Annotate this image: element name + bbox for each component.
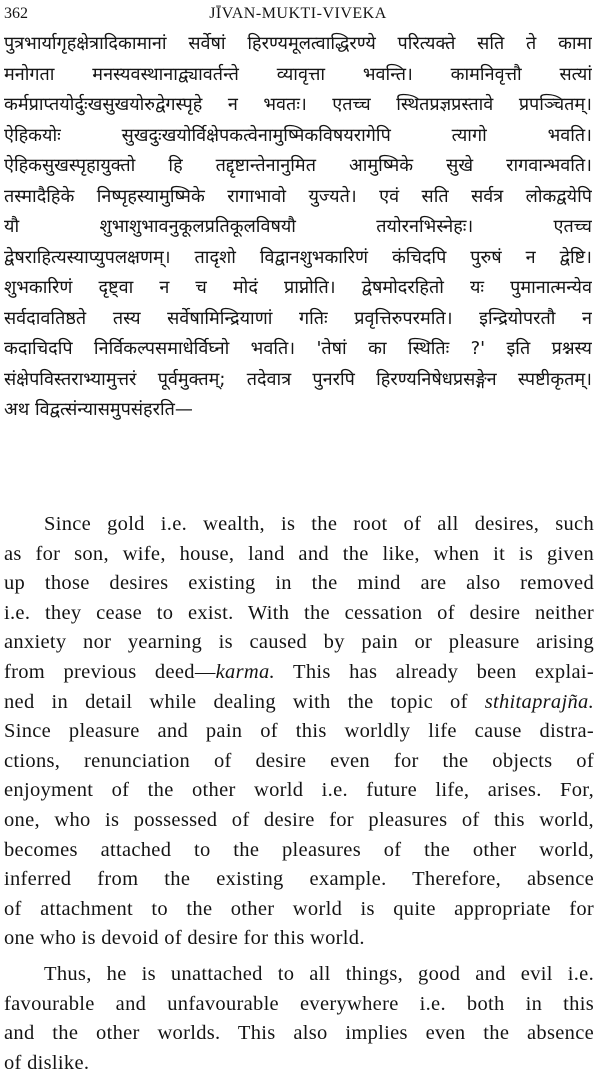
paragraph-line: favourable and unfavourable everywhere i.e. both in this <box>4 992 594 1015</box>
sanskrit-line: सर्वदावतिष्ठते तस्य सर्वेषामिन्द्रियाणां गतिः प्रवृत्तिरुपरमति। इन्द्रियोपरतौ न <box>4 307 592 329</box>
sanskrit-line: कदाचिदपि निर्विकल्पसमाधेर्विघ्नो भवति। 'तेषां का स्थितिः ?' इति प्रश्नस्य <box>4 338 592 359</box>
line-segment: This has already been explai- <box>274 660 594 683</box>
sanskrit-passage <box>4 29 592 426</box>
translation-paragraph-1 <box>4 510 594 954</box>
paragraph-line: one, who is possessed of desire for pleasures of this world, <box>4 808 594 831</box>
paragraph-line: Since pleasure and pain of this worldly life cause distra- <box>4 720 594 743</box>
running-title: JĪVAN-MUKTI-VIVEKA <box>209 5 387 22</box>
sanskrit-line: मनोगता मनस्यवस्थानाद्व्यावर्तन्ते व्यावृत्ता भवन्ति। कामनिवृत्तौ सत्यां <box>4 63 592 85</box>
sanskrit-line: तस्मादैहिके निष्पृहस्यामुष्मिके रागाभावो युज्यते। एवं सति सर्वत्र लोकद्वयेपि <box>4 185 592 207</box>
paragraph-line: Since gold i.e. wealth, is the root of all desires, such <box>44 513 594 535</box>
italic-term: sthitaprajña. <box>484 690 594 713</box>
paragraph-line: of attachment to the other world is quite appropriate for <box>4 897 594 920</box>
paragraph-line: one who is devoid of desire for this world. <box>4 927 365 950</box>
page-header <box>4 4 592 26</box>
sanskrit-line: द्वेषराहित्यस्याप्युपलक्षणम्। तादृशो विद्वानशुभकारिणं कंचिदपि पुरुषं न द्वेष्टि। <box>4 246 592 268</box>
paragraph-line: anxiety nor yearning is caused by pain or pleasure arising <box>4 631 594 654</box>
paragraph-line: up those desires existing in the mind are also removed <box>4 572 594 595</box>
paragraph-line <box>4 688 594 718</box>
line-segment: from previous deed— <box>4 660 216 683</box>
sanskrit-line: कर्मप्राप्तयोर्दुःखसुखयोरुद्वेगस्पृहे न भवतः। एतच्च स्थितप्रज्ञप्रस्तावे प्रपञ्चितम्। <box>4 94 592 115</box>
sanskrit-line: यौ शुभाशुभावनुकूलप्रतिकूलविषयौ तयोरनभिस्नेहः। एतच्च <box>4 216 592 237</box>
page-number: 362 <box>4 5 28 22</box>
paragraph-line: i.e. they cease to exist. With the cessation of desire neither <box>4 601 594 624</box>
line-segment: ned in detail while dealing with the topic of <box>4 690 485 713</box>
paragraph-line: becomes attached to the pleasures of the other world, <box>4 838 594 861</box>
paragraph-line <box>4 658 594 688</box>
paragraph-line: enjoyment of the other world i.e. future life, arises. For, <box>4 779 594 802</box>
sanskrit-line: पुत्रभार्यागृहक्षेत्रादिकामानां सर्वेषां हिरण्यमूलत्वाद्धिरण्ये परित्यक्ते सति ते कामा <box>4 33 592 54</box>
paragraph-line: ctions, renunciation of desire even for the objects of <box>4 749 594 772</box>
sanskrit-line: ऐहिकसुखस्पृहायुक्तो हि तद्दृष्टान्तेनानुमित आमुष्मिके सुखे रागवान्भवति। <box>4 155 592 176</box>
paragraph-line: and the other worlds. This also implies even the absence <box>4 1022 594 1045</box>
sanskrit-line: ऐहिकयोः सुखदुःखयोर्विक्षेपकत्वेनामुष्मिकविषयरागेपि त्यागो भवति। <box>4 124 592 146</box>
paragraph-line: Thus, he is unattached to all things, good and evil i.e. <box>44 963 594 985</box>
sanskrit-line: अथ विद्वत्संन्यासमुपसंहरति— <box>4 399 193 420</box>
sanskrit-line: शुभकारिणं दृष्ट्वा न च मोदं प्राप्नोति। द्वेषमोदरहितो यः पुमानात्मन्येव <box>4 277 592 298</box>
paragraph-line: of dislike. <box>4 1051 90 1074</box>
paragraph-line: as for son, wife, house, land and the like, when it is given <box>4 542 594 565</box>
paragraph-line: inferred from the existing example. Therefore, absence <box>4 868 594 891</box>
italic-term: karma. <box>215 660 275 683</box>
sanskrit-line: संक्षेपविस्तराभ्यामुत्तरं पूर्वमुक्तम्; तदेवात्र पुनरपि हिरण्यनिषेधप्रसङ्गेन स्पष्टीकृतम्। <box>4 368 592 390</box>
translation-paragraph-2 <box>4 960 594 1078</box>
